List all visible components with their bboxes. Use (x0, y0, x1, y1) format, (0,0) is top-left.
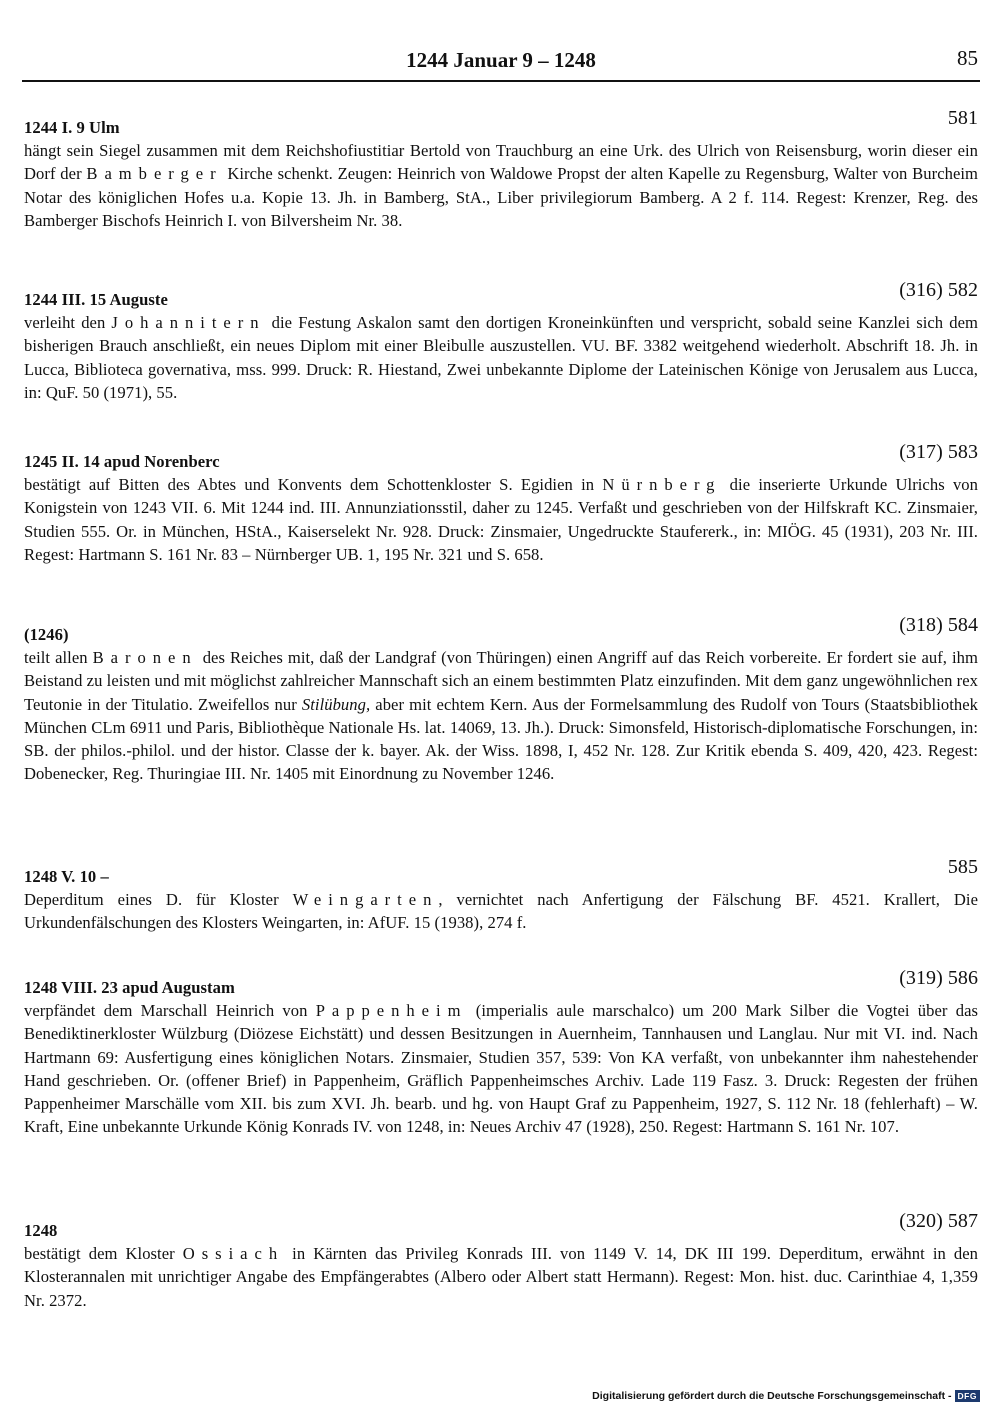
text-segment: verleiht den (24, 313, 112, 332)
text-segment: Deperditum eines D. für Kloster (24, 890, 293, 909)
entry-585 (24, 856, 978, 935)
entry-text (24, 646, 978, 786)
entry-date: 1244 I. 9 Ulm (24, 117, 120, 137)
entry-number: 581 (947, 107, 978, 129)
text-segment: die inserierte Urkunde Ulrichs von Konigstein von 1243 VII. 6. Mit 1244 ind. III. Annunziationsstil, daher zu 1245. Verfaßt und geschrieben von der Hilfskraft KC. Zinsmaier, Studien 555. Or. in München, HStA., Kaiserselekt Nr. 928. Druck: Zinsmaier, Ungedruckte Staufererk., in: MIÖG. 45 (1931), 203 Nr. III. Regest: Hartmann S. 161 Nr. 83 – Nürnberger UB. 1, 195 Nr. 321 und S. 658. (24, 475, 978, 564)
entry-number: (316) 582 (899, 279, 978, 301)
text-segment: (imperialis aule marschalco) um 200 Mark Silber die Vogtei über das Benediktinerkloster Wülzburg (Diözese Eichstätt) und dessen Besitzungen in Auernheim, Tannhausen und Langlau. Nur mit VI. ind. Nach Hartmann 69: Ausfertigung eines königlichen Notars. Zinsmaier, Studien 357, 539: Von KA verfaßt, von unbekannter ihm nahestehender Hand geschrieben. Or. (offener Brief) in Pappenheim, Gräflich Pappenheimsches Archiv. Lade 119 Fasz. 3. Druck: Regesten der frühen Pappenheimer Marschälle vom XII. bis zum XVI. Jh. bearb. und hg. von Haupt Graf zu Pappenheim, 1927, S. 112 Nr. 18 (fehlerhaft) – W. Kraft, Eine unbekannte Urkunde König Konrads IV. von 1248, in: Neues Archiv 47 (1928), 250. Regest: Hartmann S. 161 Nr. 107. (24, 1001, 978, 1137)
entry-text (24, 139, 978, 232)
entry-number: (319) 586 (899, 967, 978, 989)
entry-582 (24, 279, 978, 404)
entry-586 (24, 967, 978, 1139)
entry-text (24, 473, 978, 566)
text-segment: , vernichtet nach Anfertigung der Fälschung BF. 4521. Krallert, Die Urkundenfälschungen des Klosters Weingarten, in: AfUF. 15 (1938), 274 f. (24, 890, 978, 933)
running-head-title: 1244 Januar 9 – 1248 (406, 48, 596, 72)
entry-date: 1248 VIII. 23 apud Augustam (24, 977, 235, 997)
entry-head (24, 1210, 978, 1242)
page-number: 85 (957, 46, 978, 70)
text-segment: des Reiches mit, daß der Landgraf (von Thüringen) einen Angriff auf das Reich vorbereite. Er fordert sie auf, ihm Beistand zu leisten und mit möglichst zahlreicher Mannschaft sich an einem bestimmten Platz einzufinden. Mit dem ganz ungewöhnlichen rex Teutonie in der Titulatio. Zweifellos nur (24, 648, 978, 714)
entry-head (24, 856, 978, 888)
entry-head (24, 441, 978, 473)
spaced-name: Johannitern (111, 313, 266, 332)
text-segment: teilt allen (24, 648, 93, 667)
entry-text (24, 311, 978, 404)
entry-date: 1245 II. 14 apud Norenberc (24, 451, 220, 471)
spaced-name: Nürnberg (602, 475, 722, 494)
entry-body (24, 311, 978, 404)
text-segment: hängt sein Siegel zusammen mit dem Reichshofiustitiar Bertold von Trauchburg an eine Urk. des Ulrich von Reisensburg, worin dieser ein Dorf der (24, 141, 978, 184)
text-segment: bestätigt auf Bitten des Abtes und Konvents dem Schottenkloster S. Egidien in (24, 475, 603, 494)
running-head (22, 46, 980, 82)
dfg-logo-icon: DFG (955, 1390, 980, 1402)
dfg-footer (592, 1390, 980, 1402)
text-segment: in Kärnten das Privileg Konrads III. von 1149 V. 14, DK III 199. Deperditum, erwähnt in den Klosterannalen mit unrichtiger Angabe des Empfängerabtes (Albero oder Albert statt Hermann). Regest: Mon. hist. duc. Carinthiae 4, 1,359 Nr. 2372. (24, 1244, 978, 1310)
entry-body (24, 888, 978, 935)
entry-number: (318) 584 (899, 614, 978, 636)
entry-date: (1246) (24, 624, 69, 644)
entry-number: (320) 587 (899, 1210, 978, 1232)
spaced-name: Pappenheim (315, 1001, 468, 1020)
entry-date: 1248 (24, 1220, 58, 1240)
entry-body (24, 1242, 978, 1312)
italic-text: Stilübung, (301, 694, 371, 714)
entry-body (24, 999, 978, 1139)
entry-text (24, 1242, 978, 1312)
text-segment: verpfändet dem Marschall Heinrich von (24, 1001, 316, 1020)
entry-date: 1248 V. 10 – (24, 866, 109, 886)
entry-head (24, 279, 978, 311)
footer-text: Digitalisierung gefördert durch die Deutsche Forschungsgemeinschaft - (592, 1390, 952, 1402)
entry-head (24, 107, 978, 139)
text-segment: bestätigt dem Kloster (24, 1244, 183, 1263)
entry-head (24, 614, 978, 646)
entry-584 (24, 614, 978, 786)
entry-date: 1244 III. 15 Auguste (24, 289, 168, 309)
spaced-name: Weingarten (292, 890, 439, 909)
text-segment: die Festung Askalon samt den dortigen Kroneinkünften und verspricht, sobald seine Kanzlei sich dem bisherigen Brauch anschließt, ein neues Diplom mit einer Bleibulle auszustellen. VU. BF. 3382 weitgehend wiederholt. Abschrift 18. Jh. in Lucca, Biblioteca governativa, mss. 999. Druck: R. Hiestand, Zwei unbekannte Diplome der Lateinischen Könige von Jerusalem aus Lucca, in: QuF. 50 (1971), 55. (24, 313, 978, 402)
entry-head (24, 967, 978, 999)
text-segment: aber mit echtem Kern. Aus der Formelsammlung des Rudolf von Tours (Staatsbibliothek München CLm 6911 und Paris, Bibliothèque Nationale Hs. lat. 14069, 13. Jh.). Druck: Simonsfeld, Historisch-diplomatische Forschungen, in: SB. der philos.-philol. und der histor. Classe der k. bayer. Ak. der Wiss. 1898, I, 452 Nr. 128. Zur Kritik ebenda S. 409, 420, 423. Regest: Dobenecker, Reg. Thuringiae III. Nr. 1405 mit Einordnung zu November 1246. (24, 694, 978, 784)
text-segment: Kirche schenkt. Zeugen: Heinrich von Waldowe Propst der alten Kapelle zu Regensburg, Walter von Burcheim Notar des königlichen Hofes u.a. Kopie 13. Jh. in Bamberg, StA., Liber privilegiorum Bamberg. A 2 f. 114. Regest: Krenzer, Reg. des Bamberger Bischofs Heinrich I. von Bilversheim Nr. 38. (24, 164, 978, 230)
entry-number: (317) 583 (899, 441, 978, 463)
entry-body (24, 473, 978, 566)
entry-text (24, 888, 978, 935)
spaced-name: Bamberger (86, 164, 223, 184)
spaced-name: Baronen (92, 648, 198, 667)
entry-body (24, 139, 978, 232)
entry-587 (24, 1210, 978, 1312)
spaced-name: Ossiach (182, 1244, 285, 1263)
entry-number: 585 (947, 856, 978, 878)
entry-body (24, 646, 978, 786)
entry-581 (24, 107, 978, 232)
entry-583 (24, 441, 978, 566)
entry-text (24, 999, 978, 1139)
